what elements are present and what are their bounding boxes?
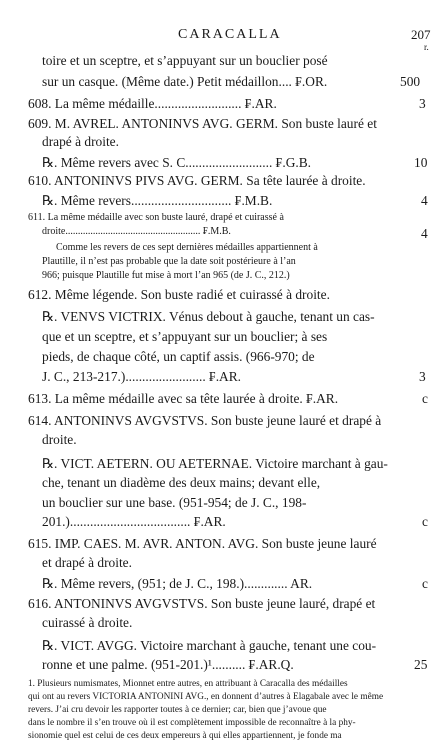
entry-line: sur un casque. (Même date.) Petit médaillon.... ₣.OR. [42,74,328,89]
entry-line: ℞. Même revers.............................. ₣.M.B. [42,193,273,208]
entry-line: 201.).................................... ₣.AR. [42,514,226,529]
note-line: 966; puisque Plautille fut mise à mort l’an 965 (de J. C., 212.) [42,270,290,281]
entry-line: droite. [42,432,77,447]
value-number: 3 [419,96,426,111]
value-number: c [422,391,428,406]
note-line: Comme les revers de ces sept dernières médailles appartiennent à [56,242,318,253]
footnote-line: qui ont au revers VICTORIA ANTONINI AVG., en donnent d’autres à Elagabale avec le même [28,692,384,702]
entry-line: droite...................................................... ₣.M.B. [42,226,231,237]
page-number: 207 [411,27,431,42]
entry-line: ℞. VICT. AVGG. Victoire marchant à gauche, tenant une cou- [42,638,377,653]
entry-line: 613. La même médaille avec sa tête laurée à droite. ₣.AR. [28,391,339,406]
entry-line: 616. ANTONINVS AVGVSTVS. Son buste jeune lauré, drapé et [28,596,376,611]
note-line: Plautille, il n’est pas probable que la date soit postérieure à l’an [42,256,296,267]
entry-line: et drapé à droite. [42,555,132,570]
entry-line: cuirassé à droite. [42,615,133,630]
entry-line: 614. ANTONINVS AVGVSTVS. Son buste jeune lauré et drapé à [28,413,382,428]
entry-line: 612. Même légende. Son buste radié et cuirassé à droite. [28,287,330,302]
entry-line: 611. La même médaille avec son buste lauré, drapé et cuirassé à [28,212,284,223]
footnote-line: revers. J’ai cru devoir les rapporter toutes à ce dernier; car, bien que j’avoue que [28,705,327,715]
value-number: c [422,514,428,529]
column-mark: r. [424,42,429,52]
entry-line: 609. M. AVREL. ANTONINVS AVG. GERM. Son buste lauré et [28,116,377,131]
entry-line: un bouclier sur une base. (951-954; de J. C., 198- [42,495,307,510]
running-title: CARACALLA [178,27,282,42]
entry-line: 610. ANTONINVS PIVS AVG. GERM. Sa tête laurée à droite. [28,173,366,188]
entry-line: 608. La même médaille.......................... ₣.AR. [28,96,277,111]
entry-line: ℞. VENVS VICTRIX. Vénus debout à gauche, tenant un cas- [42,309,375,324]
value-number: 10 [414,155,428,170]
entry-line: che, tenant un diadème des deux mains; devant elle, [42,475,321,490]
footnote-line: sionomie quel est celui de ces deux empereurs à qui elles appartiennent, je fonde ma [28,731,342,741]
entry-line: 615. IMP. CAES. M. AVR. ANTON. AVG. Son buste jeune lauré [28,536,377,551]
entry-line: toire et un sceptre, et s’appuyant sur un bouclier posé [42,53,328,68]
entry-line: ℞. Même revers avec S. C.......................... ₣.G.B. [42,155,311,170]
value-number: 4 [421,193,428,208]
entry-line: ronne et une palme. (951-201.)¹.......... ₣.AR.Q. [42,657,294,672]
entry-line: pieds, de chaque côté, un captif assis. (966-970; de [42,349,315,364]
value-number: 3 [419,369,426,384]
entry-line: drapé à droite. [42,134,119,149]
value-number: 500 [400,74,421,89]
entry-line: ℞. VICT. AETERN. OU AETERNAE. Victoire marchant à gau- [42,456,388,471]
entry-line: J. C., 213-217.)........................ ₣.AR. [42,369,242,384]
value-number: 4 [421,226,428,241]
footnote-line: dans le nombre il s’en trouve où il est complètement impossible de reconnaître à la phy- [28,718,356,728]
footnote-line: 1. Plusieurs numismates, Mionnet entre autres, en attribuant à Caracalla des médailles [28,679,348,689]
entry-line: que et un sceptre, et s’appuyant sur un bouclier; à ses [42,329,328,344]
value-number: 25 [414,657,428,672]
value-number: c [422,576,428,591]
entry-line: ℞. Même revers, (951; de J. C., 198.)............. AR. [42,576,313,591]
